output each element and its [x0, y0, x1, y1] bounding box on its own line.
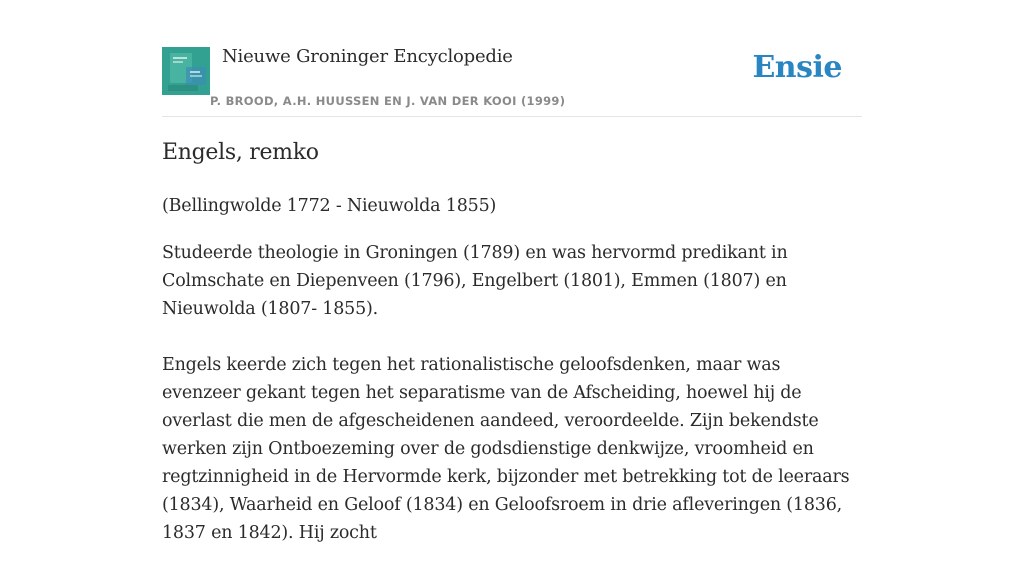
- book-title[interactable]: Nieuwe Groninger Encyclopedie: [222, 46, 513, 67]
- article-lifespan: (Bellingwolde 1772 - Nieuwolda 1855): [162, 196, 497, 216]
- book-authors: P. BROOD, A.H. HUUSSEN EN J. VAN DER KOOI (1999): [210, 94, 566, 108]
- article-title: Engels, remko: [162, 140, 319, 165]
- article-paragraph: Engels keerde zich tegen het rationalistische geloofsdenken, maar was evenzeer gekant tegen het separatisme van de Afscheiding, hoewel hij de overlast die men de afgescheidenen aandeed, veroordeelde. Zijn bekendste werken zijn Ontboezeming over de godsdienstige denkwijze, vroomheid en regtzinnigheid in de Hervormde kerk, bijzonder met betrekking tot de leeraars (1834), Waarheid en Geloof (1834) en Geloofsroem in drie afleveringen (1836, 1837 en 1842). Hij zocht: [162, 355, 850, 543]
- book-header: [162, 0, 862, 117]
- book-cover-image[interactable]: [162, 47, 210, 95]
- page-container: [162, 0, 862, 543]
- ensie-logo[interactable]: Ensie: [752, 50, 842, 85]
- book-cover-graphic: [162, 47, 210, 95]
- article-body: [162, 239, 862, 575]
- article-paragraph: Studeerde theologie in Groningen (1789) en was hervormd predikant in Colmschate en Diepenveen (1796), Engelbert (1801), Emmen (1807) en Nieuwolda (1807- 1855).: [162, 243, 788, 319]
